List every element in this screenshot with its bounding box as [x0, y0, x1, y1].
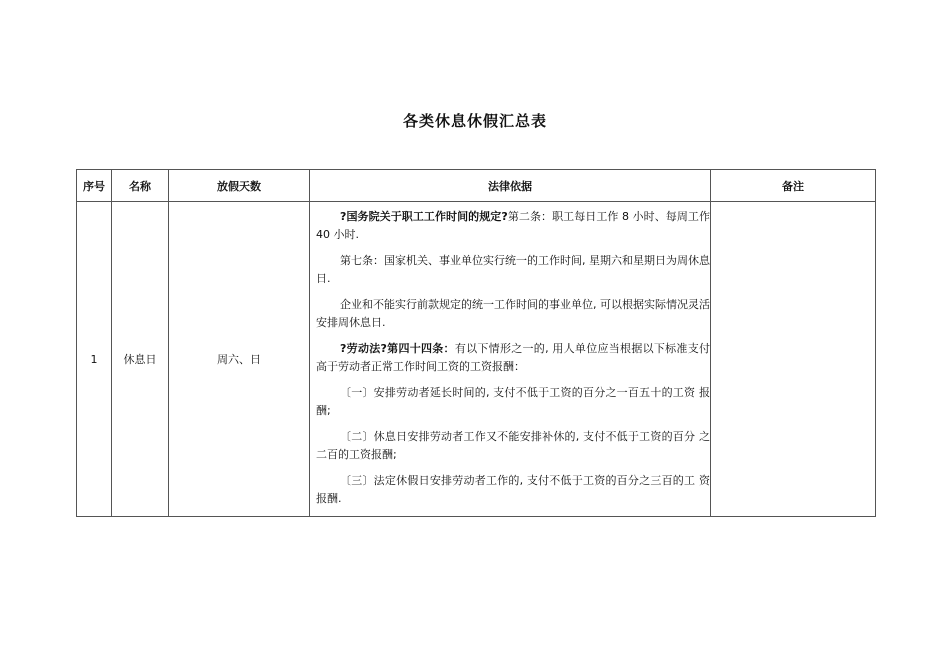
basis-paragraph: [316, 472, 710, 508]
cell-name: 休息日: [112, 202, 169, 517]
table-row: [77, 202, 876, 517]
header-legal-basis: 法律依据: [310, 170, 711, 202]
table-header-row: [77, 170, 876, 202]
basis-text: 第七条：国家机关、事业单位实行统一的工作时间, 星期六和星期日为周休息日.: [316, 254, 710, 285]
basis-paragraph: [316, 340, 710, 376]
header-serial-no: 序号: [77, 170, 112, 202]
header-days-off: 放假天数: [169, 170, 310, 202]
cell-remarks: [711, 202, 876, 517]
cell-days-off: 周六、日: [169, 202, 310, 517]
document-title: 各类休息休假汇总表: [402, 112, 547, 130]
basis-text: 〔一〕安排劳动者延长时间的, 支付不低于工资的百分之一百五十的工资 报酬;: [316, 386, 710, 417]
basis-law-title: ?劳动法?第四十四条：: [340, 342, 455, 355]
holiday-summary-table: [76, 169, 876, 517]
basis-paragraph: [316, 428, 710, 464]
basis-law-title: ?国务院关于职工工作时间的规定?: [340, 210, 508, 223]
basis-paragraph: [316, 252, 710, 288]
header-name: 名称: [112, 170, 169, 202]
basis-paragraph: [316, 296, 710, 332]
basis-text: 第二条：职工每日工作 8 小时、每周工作 40 小时.: [316, 210, 710, 241]
cell-serial-no: 1: [77, 202, 112, 517]
header-remarks: 备注: [711, 170, 876, 202]
basis-text: 〔三〕法定休假日安排劳动者工作的, 支付不低于工资的百分之三百的工 资报酬.: [316, 474, 710, 505]
basis-text: 有以下情形之一的, 用人单位应当根据以下标准支付高于劳动者正常工作时间工资的工资报酬：: [316, 342, 710, 373]
basis-text: 企业和不能实行前款规定的统一工作时间的事业单位, 可以根据实际情况灵活安排周休息日.: [316, 298, 710, 329]
basis-paragraph: [316, 208, 710, 244]
basis-paragraph: [316, 384, 710, 420]
cell-legal-basis: [310, 202, 711, 517]
basis-text: 〔二〕休息日安排劳动者工作又不能安排补休的, 支付不低于工资的百分 之二百的工资报酬;: [316, 430, 710, 461]
